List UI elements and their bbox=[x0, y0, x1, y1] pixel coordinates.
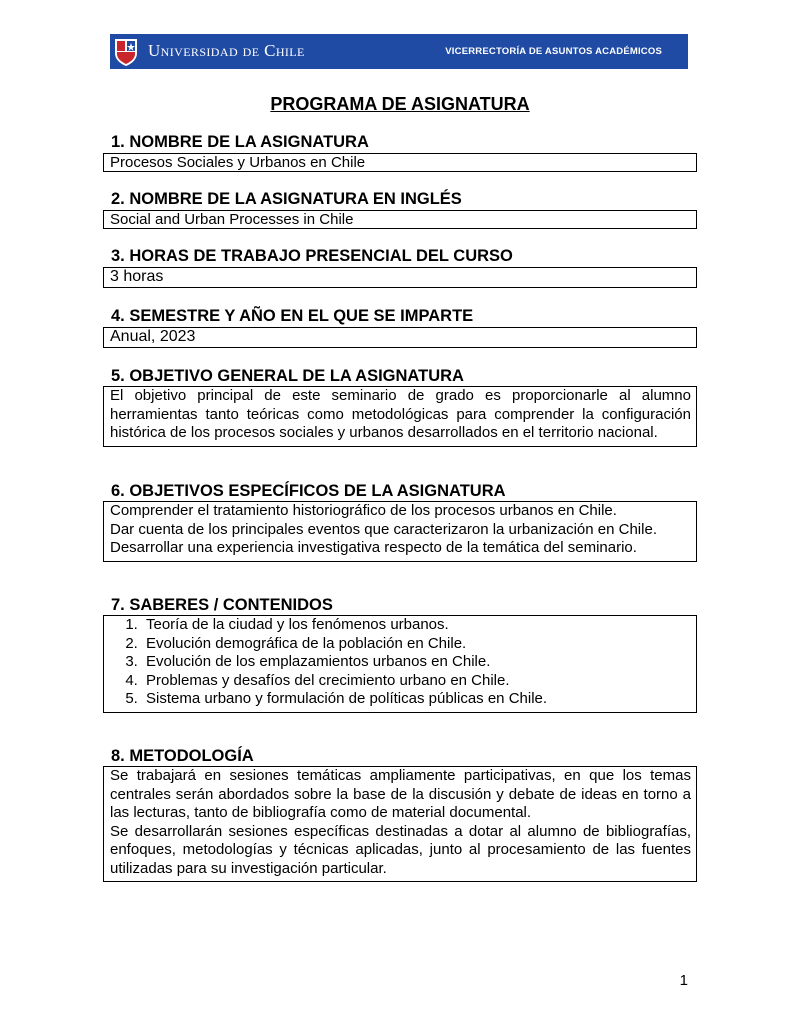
specific-objective-2: Dar cuenta de los principales eventos que caracterizaron la urbanización en Chile. bbox=[110, 520, 657, 538]
methodology-paragraph-1: Se trabajará en sesiones temáticas ampliamente participativas, en que los temas centrales serán abordados sobre la base de la discusión y debate de ideas en torno a las lecturas, tanto de bibliografía como de material documental. bbox=[110, 767, 691, 821]
section-4-box bbox=[103, 327, 697, 348]
section-6-heading: 6. OBJETIVOS ESPECÍFICOS DE LA ASIGNATURA bbox=[111, 482, 506, 500]
general-objective: El objetivo principal de este seminario de grado es proporcionarle al alumno herramientas tanto teóricas como metodológicas para comprender la configuración histórica de los procesos sociales y urbanos desarrollados en el territorio nacional. bbox=[110, 387, 691, 441]
course-name: Procesos Sociales y Urbanos en Chile bbox=[110, 154, 366, 171]
specific-objective-3: Desarrollar una experiencia investigativa respecto de la temática del seminario. bbox=[110, 539, 637, 556]
section-3-heading: 3. HORAS DE TRABAJO PRESENCIAL DEL CURSO bbox=[111, 247, 513, 265]
course-semester: Anual, 2023 bbox=[110, 328, 196, 345]
section-8-box bbox=[103, 766, 697, 882]
section-3-box bbox=[103, 267, 697, 288]
section-1-heading: 1. NOMBRE DE LA ASIGNATURA bbox=[111, 133, 369, 151]
list-item: 1. Teoría de la ciudad y los fenómenos urbanos. bbox=[142, 616, 691, 635]
document-title: PROGRAMA DE ASIGNATURA bbox=[270, 94, 530, 114]
section-7-box bbox=[103, 615, 697, 713]
section-5-box bbox=[103, 386, 697, 447]
office-name: VICERRECTORÍA DE ASUNTOS ACADÉMICOS bbox=[445, 46, 662, 57]
list-item: 2. Evolución demográfica de la población en Chile. bbox=[142, 635, 691, 654]
section-2-heading: 2. NOMBRE DE LA ASIGNATURA EN INGLÉS bbox=[111, 190, 462, 208]
course-name-english: Social and Urban Processes in Chile bbox=[110, 211, 354, 228]
university-shield-logo-icon bbox=[113, 36, 139, 67]
page-number: 1 bbox=[679, 972, 688, 989]
section-5-heading: 5. OBJETIVO GENERAL DE LA ASIGNATURA bbox=[111, 367, 464, 385]
list-item: 5. Sistema urbano y formulación de políticas públicas en Chile. bbox=[142, 690, 691, 709]
section-4-heading: 4. SEMESTRE Y AÑO EN EL QUE SE IMPARTE bbox=[111, 307, 474, 325]
section-7-heading: 7. SABERES / CONTENIDOS bbox=[111, 596, 333, 614]
list-item: 4. Problemas y desafíos del crecimiento urbano en Chile. bbox=[142, 672, 691, 691]
section-8-heading: 8. METODOLOGÍA bbox=[111, 747, 254, 765]
header-banner bbox=[110, 34, 688, 69]
course-hours: 3 horas bbox=[110, 268, 164, 285]
section-2-box bbox=[103, 210, 697, 229]
list-item: 3. Evolución de los emplazamientos urbanos en Chile. bbox=[142, 653, 691, 672]
section-1-box bbox=[103, 153, 697, 172]
university-name: Universidad de Chile bbox=[148, 41, 305, 60]
section-6-box bbox=[103, 501, 697, 562]
specific-objective-1: Comprender el tratamiento historiográfico de los procesos urbanos en Chile. bbox=[110, 502, 617, 519]
contents-list bbox=[110, 616, 691, 709]
methodology-paragraph-2: Se desarrollarán sesiones específicas destinadas a dotar al alumno de bibliografías, enfoques, metodologías y técnicas aplicadas, junto al procesamiento de las fuentes utilizadas para su investigación particular. bbox=[110, 822, 691, 877]
